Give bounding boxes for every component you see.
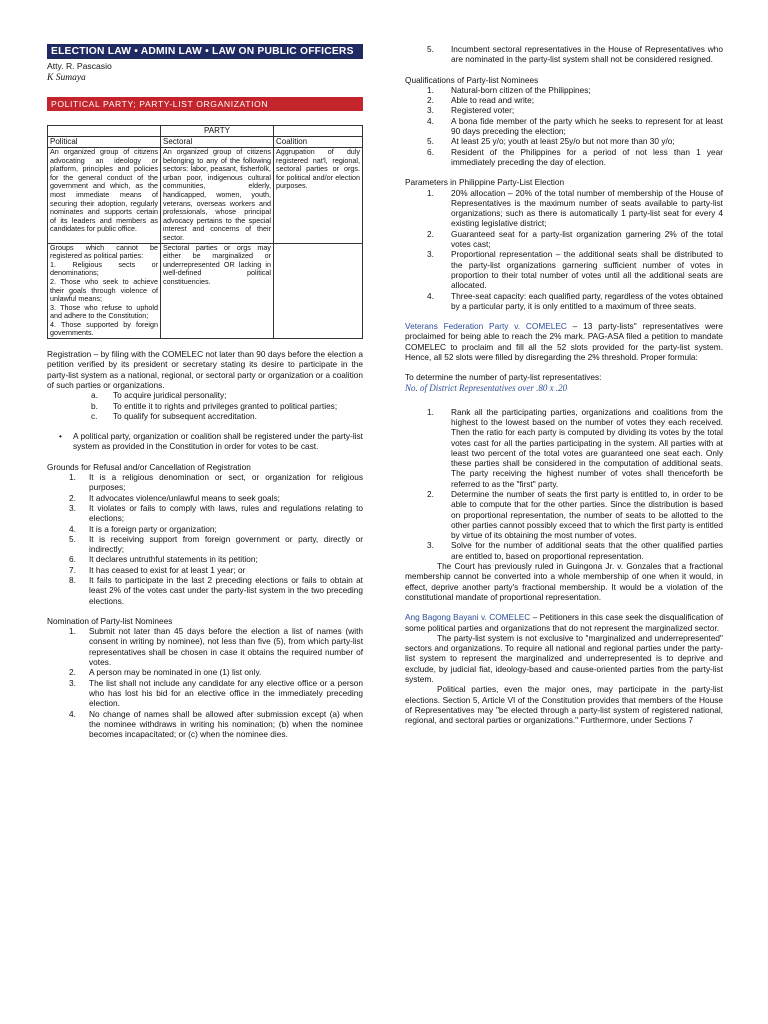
case-name: Ang Bagong Bayani v. COMELEC — [405, 612, 531, 623]
list-item: 3. Those who refuse to uphold and adhere to the Constitution; — [50, 302, 158, 321]
parameters-list — [427, 188, 723, 312]
list-item: 7. It has ceased to exist for at least 1 year; or — [69, 564, 246, 575]
list-item: 4. It is a foreign party or organization; — [69, 523, 217, 534]
bagong-bayani-paragraph: Ang Bagong Bayani v. COMELEC – Petitioners in this case seek the disqualification of some political parties and organizations that do not represent the marginalized sector. — [405, 612, 724, 633]
list-item: 2. It advocates violence/unlawful means to seek goals; — [69, 492, 280, 503]
list-item: 2. Able to read and write; — [427, 95, 535, 106]
table-header-political: Political — [48, 137, 161, 148]
qualifications-list — [427, 85, 723, 167]
right-column — [405, 44, 723, 726]
bagong-bayani-p3: Political parties, even the major ones, may participate in the party-list elections. Section 5, Article VI of the Constitution provides that members of the House of Representatives may "be elected through a party-list system of registered national, regional, and sectoral parties or organizations." Furthermore, under Sections 7 — [405, 684, 723, 726]
grounds-heading: Grounds for Refusal and/or Cancellation of Registration — [47, 461, 251, 472]
list-item: c. To qualify for subsequent accreditation. — [91, 410, 257, 421]
list-item: 3. It violates or fails to comply with laws, rules and regulations relating to elections; — [69, 502, 363, 524]
list-item: 1. Religious sects or denominations; — [50, 259, 158, 278]
grounds-list — [69, 472, 363, 606]
registration-text: Registration – by filing with the COMELEC not later than 90 days before the election a petition verified by its president or secretary stating its desire to participate in the party-list system as a national, regional, or sectoral party or organization or a coalition of such parties or organizations. — [47, 349, 363, 390]
list-item: 2. Determine the number of seats the first party is entitled to, in order to be able to compute that for the other parties. Since the distribution is based on proportional representation, the number of seats to be allotted to the other parties cannot possibly exceed that to which the first party is entitled by virtue of its obtaining the most number of votes. — [427, 488, 723, 541]
author-name: Atty. R. Pascasio — [47, 61, 112, 71]
list-item: 3. Proportional representation – the additional seats shall be distributed to the party-list organizations garnering sufficient number of votes in proportion to their total number of votes until all the additional seats are allocated. — [427, 249, 723, 291]
formula: No. of District Representatives over .80 x .20 — [405, 382, 568, 393]
list-item: 5. It is receiving support from foreign government or party, directly or indirectly; — [69, 533, 363, 555]
party-table — [47, 125, 363, 339]
list-item: 6. Resident of the Philippines for a period of not less than 1 year immediately preceding the day of election. — [427, 146, 723, 167]
determine-text: To determine the number of party-list representatives: — [405, 372, 602, 383]
bagong-bayani-p2: The party-list system is not exclusive to "marginalized and underrepresented" sectors and organizations. To require all national and regional parties under the party-list system to represent the marginalized and underrepresented is to deprive and exclude, by judicial fiat, ideology-based and cause-oriented parties from the party-list system. — [405, 632, 723, 685]
table-header-coalition: Coalition — [274, 137, 363, 148]
nomination-list-cont — [427, 44, 723, 65]
list-item: 3. Solve for the number of additional seats that the other qualified parties are entitled to, based on proportional representation. — [427, 540, 723, 561]
list-item: 1. It is a religious denomination or sect, or organization for religious purposes; — [69, 472, 363, 493]
table-cell-sectoral-note: Sectoral parties or orgs may either be marginalized or underrepresented OR lacking in well-defined political constituencies. — [161, 243, 274, 339]
table-cell-political-groups — [48, 243, 161, 339]
guingona-paragraph: The Court has previously ruled in Guingona Jr. v. Gonzales that a fractional membership cannot be converted into a whole membership of one when it would, in effect, deprive another party's fractional membership. It would be a violation of the constitutional mandate of proportional representation. — [405, 561, 723, 602]
list-item: 1. 20% allocation – 20% of the total number of membership of the House of Representatives is the maximum number of seats available to party-list organizations; such as there is automatically 1 party-list seat for every 4 existing legislative district; — [427, 187, 723, 229]
table-title: PARTY — [161, 126, 274, 137]
list-item: 1. Submit not later than 45 days before the election a list of names (with consent in writing by nominee), not less than five (5), from which party-list representatives shall be chosen in case it obtains the required number of votes. — [69, 626, 363, 668]
table-cell-empty — [274, 243, 363, 339]
list-item: 6. It declares untruthful statements in its petition; — [69, 554, 258, 565]
list-item: 1. Rank all the participating parties, organizations and coalitions from the highest to the lowest based on the number of votes they each received. Then the ratio for each party is computed by dividing its votes by the total votes cast for all the parties participating in the system. All parties with at least two percent of the total votes are guaranteed one seat each. Only these parties shall be considered in the computation of additional seats. The party receiving the highest number of votes shall thenceforth be referred to as the "first" party. — [427, 406, 723, 489]
table-cell-political-def: An organized group of citizens advocating an ideology or platform, principles and policies for the general conduct of the government and which, as the most immediate means of securing their adoption, regularly nominates and supports certain of its leaders and members as candidates for public office. — [48, 148, 161, 244]
nomination-list — [69, 626, 363, 739]
bullet-icon: • — [59, 431, 62, 442]
qualifications-heading: Qualifications of Party-list Nominees — [405, 74, 539, 85]
list-item: 3. Registered voter; — [427, 105, 515, 116]
table-cell-sectoral-def: An organized group of citizens belonging to any of the following sectors: labor, peasant, fisherfolk, urban poor, indigenous cultural communities, elderly, handicapped, women, youth, veterans, overseas workers and professionals, whose principal advocacy pertains to the special interest and concerns of their sector. — [161, 148, 274, 244]
table-cell-coalition-def: Aggrupation of duly registered nat'l, regional, sectoral parties or orgs. for political and/or election purposes. — [274, 148, 363, 244]
parameters-heading: Parameters in Philippine Party-List Election — [405, 177, 565, 188]
left-column — [47, 44, 363, 739]
list-item: 3. The list shall not include any candidate for any elective office or a person who has lost his bid for an elective office in the immediately preceding election. — [69, 677, 363, 709]
section-title: POLITICAL PARTY; PARTY-LIST ORGANIZATION — [47, 97, 363, 111]
table-header-sectoral: Sectoral — [161, 137, 274, 148]
list-item: 4. Those supported by foreign governments. — [50, 319, 158, 338]
list-item: 8. It fails to participate in the last 2 preceding elections or fails to obtain at least 2% of the votes cast under the party-list system in the two preceding elections. — [69, 575, 363, 606]
list-item: 2. A person may be nominated in one (1) list only. — [69, 667, 262, 678]
list-item: 5. Incumbent sectoral representatives in the House of Representatives who are nominated in the party-list system shall not be considered resigned. — [427, 44, 723, 65]
bullet-item: • A political party, organization or coalition shall be registered under the party-list system as provided in the Constitution in order for votes to be cast. — [59, 431, 363, 452]
list-item: b. To entitle it to rights and privileges granted to political parties; — [91, 400, 338, 411]
author-initials: K Sumaya — [47, 73, 86, 83]
veterans-paragraph: Veterans Federation Party v. COMELEC – 13 party-lists" representatives were proclaimed for being able to reach the 2% mark. PAG-ASA filed a petition to mandate COMELEC to proclaim and fill all the 52 slots provided for the party-list system. Hence, all 52 slots were filled by disregarding the 2% threshold. Proper formula: — [405, 321, 723, 363]
steps-list — [427, 407, 723, 561]
case-name: Veterans Federation Party v. COMELEC — [405, 321, 567, 332]
list-item: a. To acquire juridical personality; — [91, 390, 227, 401]
list-item: 1. Natural-born citizen of the Philippines; — [427, 84, 591, 95]
nomination-heading: Nomination of Party-list Nominees — [47, 615, 173, 626]
list-item: 2. Those who seek to achieve their goals through violence of unlawful means; — [50, 276, 158, 304]
list-item: 4. No change of names shall be allowed after submission except (a) when the nominee withdraws in writing his nomination; (b) when the nominee becomes incapacitated; or (c) when the nominee dies. — [69, 708, 363, 740]
header-banner: ELECTION LAW • ADMIN LAW • LAW ON PUBLIC OFFICERS — [47, 44, 363, 59]
list-item: 2. Guaranteed seat for a party-list organization garnering 2% of the total votes cast; — [427, 228, 723, 250]
list-item: 5. At least 25 y/o; youth at least 25y/o but not more than 30 y/o; — [427, 136, 675, 147]
list-item: 4. Three-seat capacity: each qualified party, regardless of the votes obtained by a particular party, it is only entitled to a maximum of three seats. — [427, 290, 723, 311]
list-item: 4. A bona fide member of the party which he seeks to represent for at least 90 days preceding the election; — [427, 115, 723, 137]
list-item: Groups which cannot be registered as political parties: — [50, 242, 158, 261]
